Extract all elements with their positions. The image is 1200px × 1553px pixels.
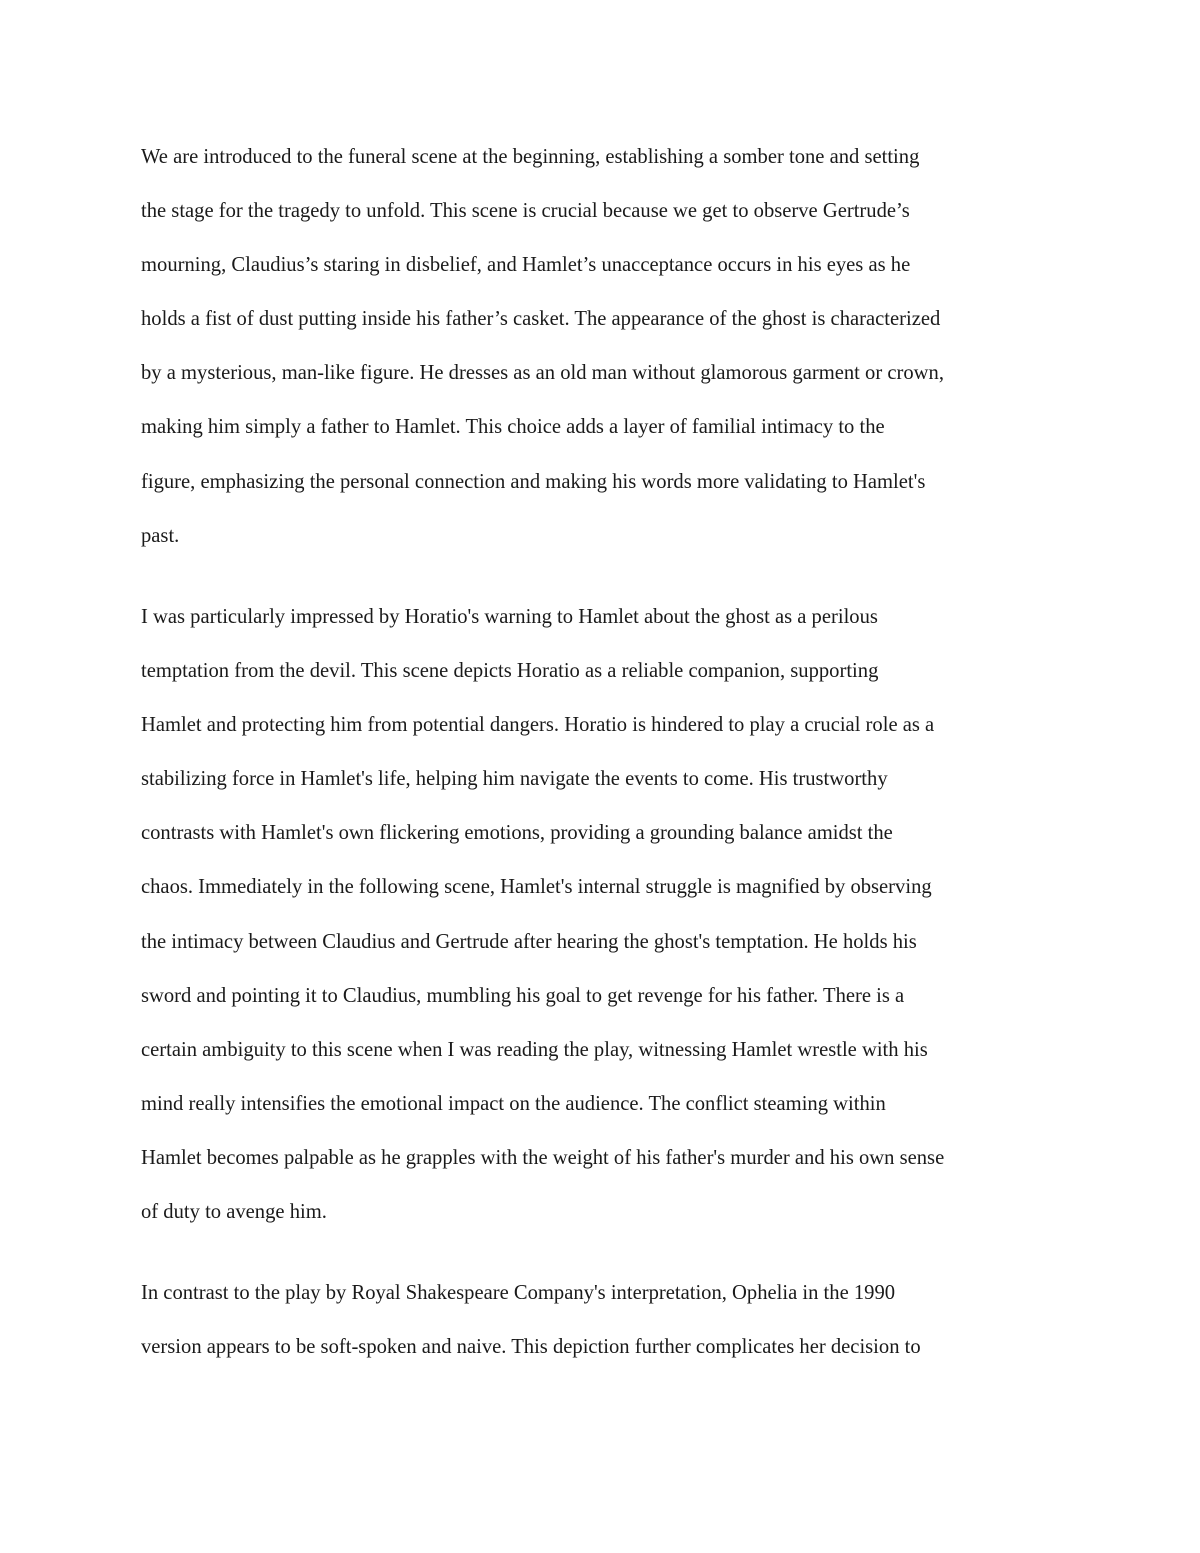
text-line: We are introduced to the funeral scene at the beginning, establishing a somber tone and setting: [141, 146, 920, 168]
text-line: figure, emphasizing the personal connection and making his words more validating to Hamlet's: [141, 470, 926, 493]
paragraph-funeral-scene: [141, 130, 944, 563]
text-line: the intimacy between Claudius and Gertrude after hearing the ghost's temptation. He holds his: [141, 930, 917, 953]
text-line: mind really intensifies the emotional impact on the audience. The conflict steaming within: [141, 1092, 886, 1115]
text-line: In contrast to the play by Royal Shakespeare Company's interpretation, Ophelia in the 1990: [141, 1282, 896, 1304]
text-line: version appears to be soft-spoken and naive. This depiction further complicates her decision to: [141, 1336, 921, 1359]
text-line: past.: [141, 524, 180, 547]
paragraph-ophelia-contrast: [141, 1266, 921, 1374]
text-line: Hamlet and protecting him from potential dangers. Horatio is hindered to play a crucial role as a: [141, 714, 935, 737]
text-line: temptation from the devil. This scene depicts Horatio as a reliable companion, supporting: [141, 660, 879, 683]
text-line: holds a fist of dust putting inside his father’s casket. The appearance of the ghost is characterized: [141, 308, 941, 331]
text-line: chaos. Immediately in the following scene, Hamlet's internal struggle is magnified by observing: [141, 876, 932, 899]
text-line: the stage for the tragedy to unfold. This scene is crucial because we get to observe Gertrude’s: [141, 200, 910, 223]
text-line: certain ambiguity to this scene when I was reading the play, witnessing Hamlet wrestle with his: [141, 1038, 928, 1061]
text-line: sword and pointing it to Claudius, mumbling his goal to get revenge for his father. There is a: [141, 984, 905, 1007]
text-line: of duty to avenge him.: [141, 1201, 327, 1224]
text-line: contrasts with Hamlet's own flickering emotions, providing a grounding balance amidst the: [141, 822, 893, 845]
text-line: Hamlet becomes palpable as he grapples with the weight of his father's murder and his own sense: [141, 1146, 945, 1169]
text-line: I was particularly impressed by Horatio's warning to Hamlet about the ghost as a perilous: [141, 606, 878, 628]
text-line: making him simply a father to Hamlet. This choice adds a layer of familial intimacy to the: [141, 416, 885, 439]
text-line: by a mysterious, man-like figure. He dresses as an old man without glamorous garment or crown,: [141, 362, 944, 385]
text-line: mourning, Claudius’s staring in disbelief, and Hamlet’s unacceptance occurs in his eyes as he: [141, 254, 911, 277]
paragraph-horatio-warning: [141, 590, 944, 1239]
text-line: stabilizing force in Hamlet's life, helping him navigate the events to come. His trustworthy: [141, 768, 888, 791]
